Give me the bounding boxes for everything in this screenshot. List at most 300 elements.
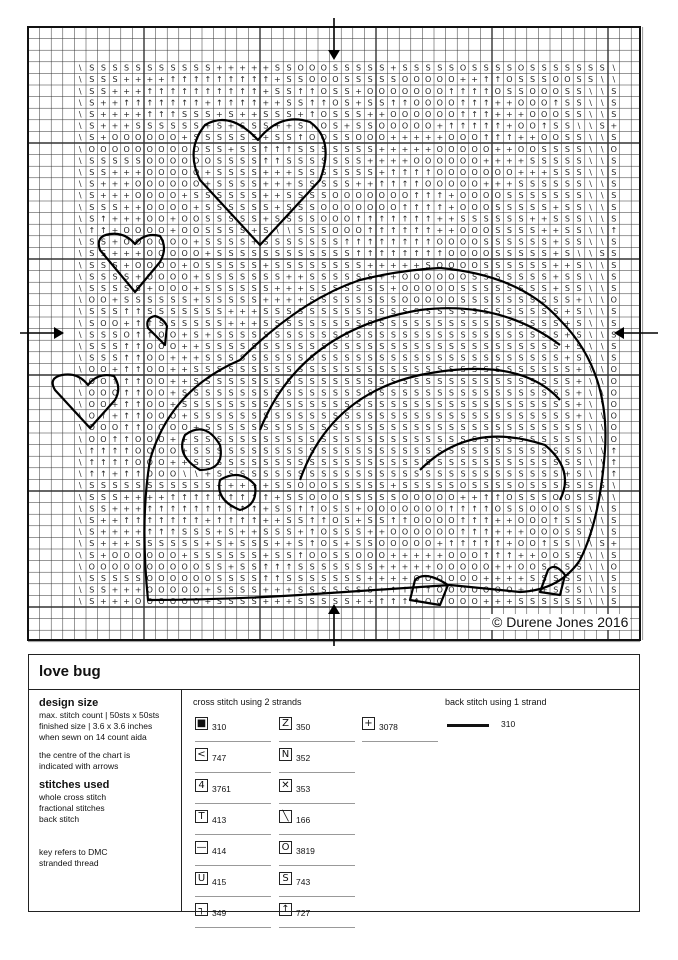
svg-text:↑: ↑ xyxy=(448,504,455,514)
svg-text:S: S xyxy=(495,481,501,491)
svg-text:S: S xyxy=(100,202,106,212)
svg-text:S: S xyxy=(367,411,373,421)
svg-text:+: + xyxy=(482,156,490,166)
svg-text:↑: ↑ xyxy=(262,574,270,583)
svg-text:O: O xyxy=(146,585,153,595)
svg-text:\: \ xyxy=(600,504,604,514)
svg-text:+: + xyxy=(494,562,502,572)
svg-text:O: O xyxy=(169,202,177,212)
svg-text:S: S xyxy=(390,376,396,386)
svg-text:O: O xyxy=(448,574,455,583)
svg-text:S: S xyxy=(298,423,304,433)
svg-text:O: O xyxy=(158,411,165,421)
svg-text:S: S xyxy=(541,260,547,270)
svg-text:S: S xyxy=(309,284,315,293)
svg-text:↑: ↑ xyxy=(123,400,130,409)
svg-text:S: S xyxy=(611,237,617,247)
svg-text:+: + xyxy=(494,110,502,119)
svg-text:+: + xyxy=(204,98,212,108)
svg-text:S: S xyxy=(321,226,327,235)
svg-text:\: \ xyxy=(589,237,592,247)
svg-text:+: + xyxy=(506,516,513,525)
svg-text:S: S xyxy=(402,330,408,340)
svg-text:O: O xyxy=(332,516,339,525)
svg-text:↑: ↑ xyxy=(459,539,467,549)
svg-text:+: + xyxy=(401,156,409,166)
svg-text:O: O xyxy=(471,237,478,247)
svg-text:S: S xyxy=(599,121,605,131)
svg-text:S: S xyxy=(321,284,327,293)
svg-text:S: S xyxy=(274,237,280,247)
svg-text:↑: ↑ xyxy=(216,86,223,96)
svg-text:↑: ↑ xyxy=(227,492,235,502)
svg-text:S: S xyxy=(472,446,478,456)
design-size-heading: design size xyxy=(39,697,99,709)
svg-text:S: S xyxy=(228,550,234,560)
svg-text:O: O xyxy=(413,574,420,583)
svg-text:S: S xyxy=(483,446,489,456)
svg-text:S: S xyxy=(437,63,443,73)
svg-text:O: O xyxy=(401,527,409,537)
svg-text:+: + xyxy=(123,191,130,201)
svg-text:S: S xyxy=(356,353,362,363)
svg-text:+: + xyxy=(355,179,362,189)
svg-text:S: S xyxy=(251,400,257,409)
svg-text:↑: ↑ xyxy=(390,585,397,595)
svg-text:+: + xyxy=(274,121,281,131)
svg-text:O: O xyxy=(146,144,153,154)
svg-text:S: S xyxy=(564,481,570,491)
svg-text:\: \ xyxy=(600,237,604,247)
svg-text:S: S xyxy=(379,75,385,85)
svg-text:S: S xyxy=(564,249,570,259)
svg-text:+: + xyxy=(250,237,258,247)
svg-text:O: O xyxy=(471,202,478,212)
svg-text:O: O xyxy=(146,191,153,201)
svg-text:S: S xyxy=(379,458,385,467)
svg-text:\: \ xyxy=(78,504,82,514)
svg-text:S: S xyxy=(611,249,617,259)
svg-text:S: S xyxy=(518,202,524,212)
svg-text:S: S xyxy=(576,144,582,154)
svg-text:S: S xyxy=(541,295,547,305)
svg-text:S: S xyxy=(390,307,396,317)
svg-text:S: S xyxy=(205,458,211,467)
svg-text:O: O xyxy=(181,284,188,293)
svg-text:S: S xyxy=(216,249,222,259)
svg-text:S: S xyxy=(182,295,188,305)
svg-text:O: O xyxy=(193,597,200,607)
svg-text:O: O xyxy=(425,284,432,293)
svg-text:S: S xyxy=(228,214,234,224)
svg-text:+: + xyxy=(575,388,583,398)
svg-text:S: S xyxy=(518,434,524,444)
svg-text:+: + xyxy=(517,585,525,595)
svg-text:\: \ xyxy=(78,295,82,305)
svg-text:S: S xyxy=(100,272,106,282)
svg-text:S: S xyxy=(286,318,292,328)
svg-text:S: S xyxy=(89,574,95,583)
svg-text:S: S xyxy=(193,318,199,328)
svg-text:O: O xyxy=(459,597,467,607)
svg-text:↑: ↑ xyxy=(88,458,96,467)
svg-text:O: O xyxy=(135,550,142,560)
svg-text:\: \ xyxy=(78,121,82,131)
svg-text:S: S xyxy=(286,400,292,409)
svg-text:O: O xyxy=(425,98,432,108)
svg-text:O: O xyxy=(529,562,536,572)
svg-text:+: + xyxy=(100,179,107,189)
svg-text:O: O xyxy=(448,75,455,85)
svg-text:O: O xyxy=(378,202,385,212)
back-stitch-code: 310 xyxy=(501,719,516,729)
svg-text:\: \ xyxy=(600,260,604,270)
svg-text:S: S xyxy=(205,272,211,282)
svg-text:↑: ↑ xyxy=(413,179,420,189)
svg-text:O: O xyxy=(123,550,130,560)
svg-text:S: S xyxy=(251,365,257,375)
key-entry xyxy=(195,779,231,792)
svg-text:S: S xyxy=(158,295,164,305)
svg-text:↑: ↑ xyxy=(123,423,130,433)
svg-text:S: S xyxy=(100,249,106,259)
svg-text:S: S xyxy=(356,376,362,386)
svg-text:S: S xyxy=(205,260,211,270)
svg-text:+: + xyxy=(274,492,281,502)
svg-text:S: S xyxy=(216,562,222,572)
svg-text:S: S xyxy=(309,307,315,317)
svg-text:S: S xyxy=(356,492,362,502)
svg-text:+: + xyxy=(181,376,188,386)
svg-text:+: + xyxy=(250,63,258,73)
svg-text:S: S xyxy=(414,481,420,491)
svg-text:+: + xyxy=(506,597,513,607)
svg-text:O: O xyxy=(158,550,165,560)
svg-text:S: S xyxy=(506,330,512,340)
svg-text:\: \ xyxy=(78,110,82,119)
svg-text:+: + xyxy=(343,121,351,131)
svg-text:O: O xyxy=(135,597,142,607)
svg-text:+: + xyxy=(378,260,386,270)
svg-text:O: O xyxy=(146,597,153,607)
svg-text:O: O xyxy=(436,98,443,108)
svg-text:S: S xyxy=(437,388,443,398)
svg-text:S: S xyxy=(205,342,211,351)
svg-text:\: \ xyxy=(78,168,82,177)
svg-text:S: S xyxy=(193,121,199,131)
svg-text:S: S xyxy=(286,75,292,85)
svg-text:S: S xyxy=(251,388,257,398)
svg-text:+: + xyxy=(181,446,188,456)
svg-text:↑: ↑ xyxy=(401,168,409,177)
key-entry xyxy=(195,841,226,854)
svg-text:S: S xyxy=(193,365,199,375)
svg-text:\: \ xyxy=(78,527,82,537)
svg-text:S: S xyxy=(100,585,106,595)
svg-text:↑: ↑ xyxy=(134,376,142,386)
svg-text:+: + xyxy=(204,469,212,479)
svg-text:S: S xyxy=(472,272,478,282)
svg-text:S: S xyxy=(495,400,501,409)
svg-text:O: O xyxy=(506,585,513,595)
svg-text:S: S xyxy=(309,214,315,224)
svg-text:S: S xyxy=(216,388,222,398)
svg-text:S: S xyxy=(332,179,338,189)
svg-text:O: O xyxy=(181,237,188,247)
svg-text:S: S xyxy=(89,63,95,73)
svg-text:↑: ↑ xyxy=(204,504,212,514)
svg-text:+: + xyxy=(564,469,571,479)
svg-text:↑: ↑ xyxy=(401,597,409,607)
svg-text:S: S xyxy=(240,539,246,549)
svg-text:O: O xyxy=(425,110,432,119)
svg-text:S: S xyxy=(530,191,536,201)
svg-text:+: + xyxy=(575,400,583,409)
svg-text:S: S xyxy=(541,376,547,386)
dmc-code: 413 xyxy=(212,815,227,825)
svg-text:S: S xyxy=(414,63,420,73)
svg-text:+: + xyxy=(134,202,142,212)
svg-text:S: S xyxy=(390,365,396,375)
svg-text:O: O xyxy=(448,179,455,189)
svg-text:S: S xyxy=(89,307,95,317)
svg-text:S: S xyxy=(170,307,176,317)
svg-text:S: S xyxy=(298,168,304,177)
svg-text:S: S xyxy=(518,75,524,85)
svg-text:+: + xyxy=(540,585,548,595)
svg-text:\: \ xyxy=(78,585,82,595)
svg-text:O: O xyxy=(552,492,559,502)
svg-text:O: O xyxy=(459,168,467,177)
svg-text:S: S xyxy=(576,585,582,595)
svg-text:S: S xyxy=(89,284,95,293)
svg-text:S: S xyxy=(425,353,431,363)
svg-text:↑: ↑ xyxy=(424,226,432,235)
svg-text:+: + xyxy=(123,597,130,607)
svg-text:O: O xyxy=(459,237,467,247)
svg-text:O: O xyxy=(193,226,200,235)
svg-text:S: S xyxy=(251,179,257,189)
svg-text:O: O xyxy=(425,597,432,607)
svg-text:S: S xyxy=(564,400,570,409)
svg-text:\: \ xyxy=(600,411,604,421)
svg-text:S: S xyxy=(158,63,164,73)
svg-text:O: O xyxy=(425,516,432,525)
svg-text:S: S xyxy=(332,284,338,293)
svg-text:S: S xyxy=(344,168,350,177)
svg-text:S: S xyxy=(506,284,512,293)
svg-text:O: O xyxy=(181,574,188,583)
svg-text:S: S xyxy=(112,75,118,85)
dmc-note: key refers to DMC stranded thread xyxy=(39,847,108,868)
svg-text:S: S xyxy=(182,539,188,549)
svg-text:↑: ↑ xyxy=(192,516,200,525)
svg-text:S: S xyxy=(379,388,385,398)
svg-text:S: S xyxy=(216,318,222,328)
svg-text:S: S xyxy=(274,469,280,479)
svg-text:S: S xyxy=(263,237,269,247)
svg-text:S: S xyxy=(611,574,617,583)
svg-text:S: S xyxy=(240,179,246,189)
svg-text:S: S xyxy=(240,295,246,305)
svg-text:+: + xyxy=(274,179,281,189)
svg-text:\: \ xyxy=(600,98,604,108)
svg-text:↑: ↑ xyxy=(413,202,420,212)
svg-text:S: S xyxy=(356,446,362,456)
svg-text:↑: ↑ xyxy=(482,527,490,537)
svg-text:S: S xyxy=(251,272,257,282)
svg-text:+: + xyxy=(390,144,397,154)
svg-text:O: O xyxy=(425,539,432,549)
svg-text:O: O xyxy=(529,110,536,119)
svg-text:S: S xyxy=(112,272,118,282)
svg-text:+: + xyxy=(552,202,560,212)
svg-text:S: S xyxy=(518,365,524,375)
svg-text:\: \ xyxy=(589,574,592,583)
svg-text:\: \ xyxy=(600,86,604,96)
svg-text:S: S xyxy=(402,411,408,421)
svg-text:O: O xyxy=(123,133,130,143)
svg-text:O: O xyxy=(88,411,95,421)
svg-text:S: S xyxy=(309,168,315,177)
svg-text:↑: ↑ xyxy=(181,98,188,108)
svg-text:S: S xyxy=(321,272,327,282)
svg-text:+: + xyxy=(111,527,119,537)
svg-text:↑: ↑ xyxy=(459,110,467,119)
svg-text:S: S xyxy=(379,365,385,375)
svg-text:S: S xyxy=(541,365,547,375)
svg-text:↑: ↑ xyxy=(204,75,212,85)
svg-text:O: O xyxy=(541,516,548,525)
svg-text:S: S xyxy=(228,585,234,595)
svg-text:+: + xyxy=(564,342,571,351)
svg-text:S: S xyxy=(483,307,489,317)
svg-text:S: S xyxy=(379,63,385,73)
svg-text:S: S xyxy=(437,400,443,409)
svg-text:S: S xyxy=(228,574,234,583)
svg-text:O: O xyxy=(169,597,177,607)
svg-text:O: O xyxy=(181,562,188,572)
svg-text:S: S xyxy=(274,260,280,270)
n-icon: N xyxy=(279,748,292,761)
svg-text:O: O xyxy=(181,423,188,433)
svg-text:+: + xyxy=(378,585,386,595)
svg-text:S: S xyxy=(344,179,350,189)
svg-text:+: + xyxy=(123,110,130,119)
svg-text:S: S xyxy=(100,342,106,351)
svg-text:O: O xyxy=(506,75,513,85)
svg-text:+: + xyxy=(134,168,142,177)
svg-text:+: + xyxy=(401,144,409,154)
svg-text:O: O xyxy=(436,504,443,514)
svg-text:↑: ↑ xyxy=(482,516,490,525)
svg-text:O: O xyxy=(471,156,478,166)
svg-text:S: S xyxy=(506,214,512,224)
svg-text:↑: ↑ xyxy=(482,492,490,502)
svg-text:+: + xyxy=(378,272,386,282)
svg-text:O: O xyxy=(448,156,455,166)
svg-text:O: O xyxy=(506,168,513,177)
svg-text:S: S xyxy=(332,330,338,340)
svg-text:\: \ xyxy=(589,295,592,305)
svg-text:O: O xyxy=(471,550,478,560)
svg-text:S: S xyxy=(541,342,547,351)
svg-text:S: S xyxy=(298,516,304,525)
svg-text:S: S xyxy=(228,353,234,363)
svg-text:S: S xyxy=(135,156,141,166)
svg-text:\: \ xyxy=(589,307,592,317)
key-underline xyxy=(279,834,355,835)
svg-text:S: S xyxy=(344,284,350,293)
svg-text:S: S xyxy=(472,353,478,363)
svg-text:+: + xyxy=(181,330,188,340)
svg-text:\: \ xyxy=(78,144,82,154)
svg-text:O: O xyxy=(413,504,420,514)
svg-text:S: S xyxy=(530,574,536,583)
svg-text:S: S xyxy=(89,539,95,549)
svg-text:O: O xyxy=(483,202,490,212)
svg-text:S: S xyxy=(216,400,222,409)
svg-text:+: + xyxy=(390,156,397,166)
svg-text:S: S xyxy=(193,446,199,456)
svg-text:O: O xyxy=(123,330,130,340)
svg-text:+: + xyxy=(134,504,142,514)
svg-text:S: S xyxy=(321,388,327,398)
svg-text:O: O xyxy=(378,191,385,201)
svg-text:S: S xyxy=(216,121,222,131)
svg-text:S: S xyxy=(263,458,269,467)
svg-text:S: S xyxy=(611,86,617,96)
svg-text:↑: ↑ xyxy=(378,237,386,247)
svg-text:+: + xyxy=(227,307,235,317)
svg-text:\: \ xyxy=(78,156,82,166)
svg-text:S: S xyxy=(448,318,454,328)
svg-text:↑: ↑ xyxy=(100,214,107,224)
svg-text:S: S xyxy=(356,272,362,282)
svg-text:↑: ↑ xyxy=(227,98,235,108)
svg-text:O: O xyxy=(367,504,374,514)
svg-text:↑: ↑ xyxy=(471,110,478,119)
svg-text:S: S xyxy=(100,504,106,514)
svg-text:S: S xyxy=(425,458,431,467)
svg-text:S: S xyxy=(216,411,222,421)
svg-text:O: O xyxy=(309,550,316,560)
svg-text:S: S xyxy=(321,168,327,177)
svg-text:+: + xyxy=(111,504,119,514)
svg-text:+: + xyxy=(564,318,571,328)
svg-text:S: S xyxy=(344,458,350,467)
svg-text:O: O xyxy=(193,144,200,154)
svg-text:↑: ↑ xyxy=(378,214,386,224)
svg-text:S: S xyxy=(425,469,431,479)
svg-text:S: S xyxy=(344,574,350,583)
svg-text:S: S xyxy=(332,86,338,96)
svg-text:O: O xyxy=(343,202,351,212)
svg-text:S: S xyxy=(332,585,338,595)
svg-text:S: S xyxy=(274,330,280,340)
svg-text:S: S xyxy=(437,434,443,444)
svg-text:O: O xyxy=(471,585,478,595)
svg-text:S: S xyxy=(425,400,431,409)
svg-text:S: S xyxy=(356,481,362,491)
svg-text:S: S xyxy=(321,434,327,444)
svg-text:S: S xyxy=(298,434,304,444)
svg-text:O: O xyxy=(413,527,420,537)
svg-text:S: S xyxy=(286,550,292,560)
svg-text:S: S xyxy=(506,86,512,96)
svg-text:+: + xyxy=(134,86,142,96)
svg-text:O: O xyxy=(413,284,420,293)
